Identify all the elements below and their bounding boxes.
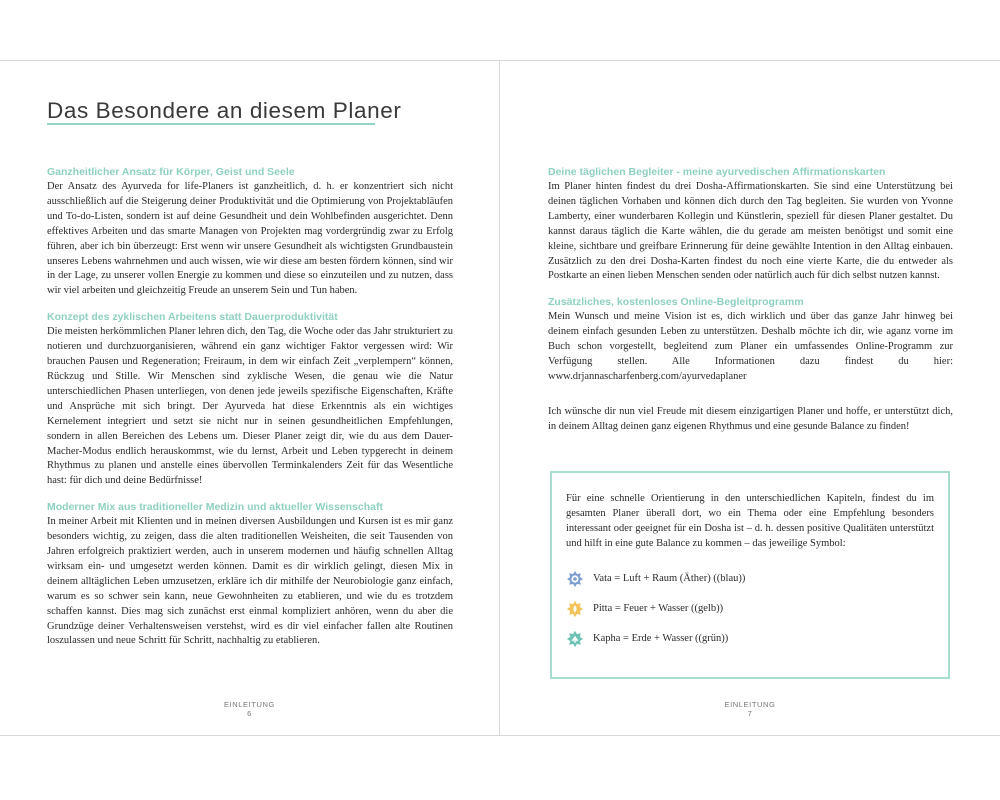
kapha-icon (566, 630, 584, 648)
vata-icon (566, 570, 584, 588)
dosha-item-pitta (566, 594, 934, 624)
section-text-holistic: Der Ansatz des Ayurveda for life-Planers ist ganzheitlich, d. h. er konzentriert sich nicht ausschließlich auf die Steigerung deiner Produktivität und die Optimierung von Projektabläufen und To-do-Listen, sondern ist auf deine Gesundheit und dein Wohlbefinden ausgerichtet. Denn effektives Arbeiten und das smarte Managen von Projekten mag vordergründig zwar zu Erfolg führen, aber ich bin überzeugt: Erst wenn wir unsere Gesundheit als wichtigsten Grundbaustein unseres Lebens wahrnehmen und auch wissen, wie wir diese am besten fördern können, sind wir in der Lage, zu unserer vollen Energie zu kommen und diese so einzuteilen und zu nutzen, dass wir viel arbeiten und gleichzeitig Freude an unserem Sein und Tun haben. (47, 181, 453, 297)
section-text-cyclic: Die meisten herkömmlichen Planer lehren dich, den Tag, die Woche oder das Jahr strukturiert zu notieren und durchzuorganisieren, während ein ganz wichtiger Faktor vergessen wird: Wir brauchen Pausen und Regeneration; Freiraum, in dem wir einfach Zeit „verplempern“ können, Rückzug und Stille. Wir Menschen sind zyklische Wesen, die genau wie die Natur unterschiedlichen Phasen unterliegen, von denen jede jeweils spezifische Eigenschaften, Kräfte und Ansprüche mit sich bringt. Der Ayurveda hat diese Erkenntnis als ein wichtiges Kernelement integriert und setzt sie nicht nur in seinen gesundheitlichen Empfehlungen, sondern in allen Bereichen des Lebens um. Dieser Planer zeigt dir, wie du aus dem Dauer-Macher-Modus endlich herauskommst, wie du lernst, Arbeit und Leben typgerecht in deinem Rhythmus zu planen und anstelle eines übervollen Terminkalenders Zeit für das Wesentliche hast: für dich und deine Bedürfnisse! (47, 326, 453, 487)
pitta-icon (566, 600, 584, 618)
closing-text: Ich wünsche dir nun viel Freude mit diesem einzigartigen Planer und hoffe, er unterstützt dich, in deinem Alltag deinen ganz eigenen Rhythmus und eine gesunde Balance zu finden! (548, 405, 953, 432)
infobox-intro: Für eine schnelle Orientierung in den unterschiedlichen Kapiteln, findest du im gesamten Planer überall dort, wo ein Thema oder eine Empfehlung besonders interessant oder geeignet für ein Dosha ist – d. h. dessen positive Qualitäten unterstützt und hilft in eine gute Balance zu kommen – das jeweilige Symbol: (566, 493, 934, 549)
dosha-item-kapha (566, 624, 934, 654)
section-heading-cards: Deine täglichen Begleiter - meine ayurvedischen Affirmationskarten (548, 166, 886, 178)
page-footer-right (500, 700, 1000, 718)
dosha-info-box (550, 471, 950, 679)
left-column (47, 165, 453, 660)
dosha-label-kapha: Kapha = Erde + Wasser ((grün)) (593, 633, 729, 645)
page-number: 7 (747, 709, 753, 718)
section-heading-online: Zusätzliches, kostenloses Online-Begleitprogramm (548, 296, 804, 309)
page-title: Das Besondere an diesem Planer (47, 98, 402, 123)
dosha-item-vata (566, 564, 934, 594)
page-number: 6 (247, 709, 252, 718)
section-heading-holistic: Ganzheitlicher Ansatz für Körper, Geist und Seele (47, 166, 295, 178)
section-text-online: Mein Wunsch und meine Vision ist es, dich wirklich und über das ganze Jahr hinweg bei deinem einfach gesunden Leben zu unterstützen. Deshalb möchte ich dir, wie aganz vorne im Buch schon vorgestellt, begleitend zum Planer ein umfassendes Online-Programm zur Verfügung stellen. Alle Informationen dazu findest du hier: www.drjannascharfenberg.com/ayurvedaplaner (548, 311, 953, 382)
footer-chapter-label: EINLEITUNG (724, 700, 776, 709)
page-footer-left (0, 700, 499, 718)
right-column (548, 165, 953, 446)
dosha-label-pitta: Pitta = Feuer + Wasser ((gelb)) (593, 603, 724, 615)
right-page (499, 60, 1000, 736)
title-underline (47, 123, 375, 125)
section-heading-cyclic: Konzept des zyklischen Arbeitens statt Dauerproduktivität (47, 311, 338, 324)
section-text-modern-mix: In meiner Arbeit mit Klienten und in meinen diversen Ausbildungen und Kursen ist es mir ganz besonders wichtig, zu zeigen, dass die alten traditionellen Weisheiten, die seit Tausenden von Jahren erfolgreich praktiziert werden, auch in unserem modernen und häufig schnellen Alltag wirksam ein- und umgesetzt werden können. Damit es dir wirklich gelingt, diesen Mix in deinem alltäglichen Leben umzusetzen, erkläre ich dir mithilfe der Neurobiologie ganz einfach, warum es so schwer sein kann, neue Gewohnheiten zu etablieren, und wie du es trotzdem schaffen kannst. Dies mag sich zunächst erst einmal kompliziert anhören, wenn du aber die Grundzüge deiner Verhaltensweisen verstehst, wird es dir viel einfacher fallen alte Routinen loszulassen und neue Schritt für Schritt, nachhaltig zu etablieren. (47, 516, 453, 647)
dosha-label-vata: Vata = Luft + Raum (Äther) ((blau)) (593, 573, 746, 585)
section-text-cards: Im Planer hinten findest du drei Dosha-Affirmationskarten. Sie sind eine Unterstützung bei deinen täglichen Vorhaben und können dich durch den Tag begleiten. Sie wurden von Yvonne Lamberty, einer wunderbaren Kollegin und Künstlerin, speziell für diesen Planer gestaltet. Du kannst daraus täglich die Karte wählen, die du gerade am meisten benötigst und somit eine kleine, sichtbare und greifbare Erinnerung für deine gewählte Intention in den Alltag einbauen. Zusätzlich zu den drei Dosha-Karten findest du noch eine vierte Karte, die du entweder als Postkarte an einen lieben Menschen senden oder natürlich auch für dich selbst nutzen kannst. (548, 181, 953, 282)
footer-chapter-label: EINLEITUNG (223, 700, 275, 709)
section-heading-modern-mix: Moderner Mix aus traditioneller Medizin und aktueller Wissenschaft (47, 501, 383, 514)
left-page (0, 60, 500, 736)
